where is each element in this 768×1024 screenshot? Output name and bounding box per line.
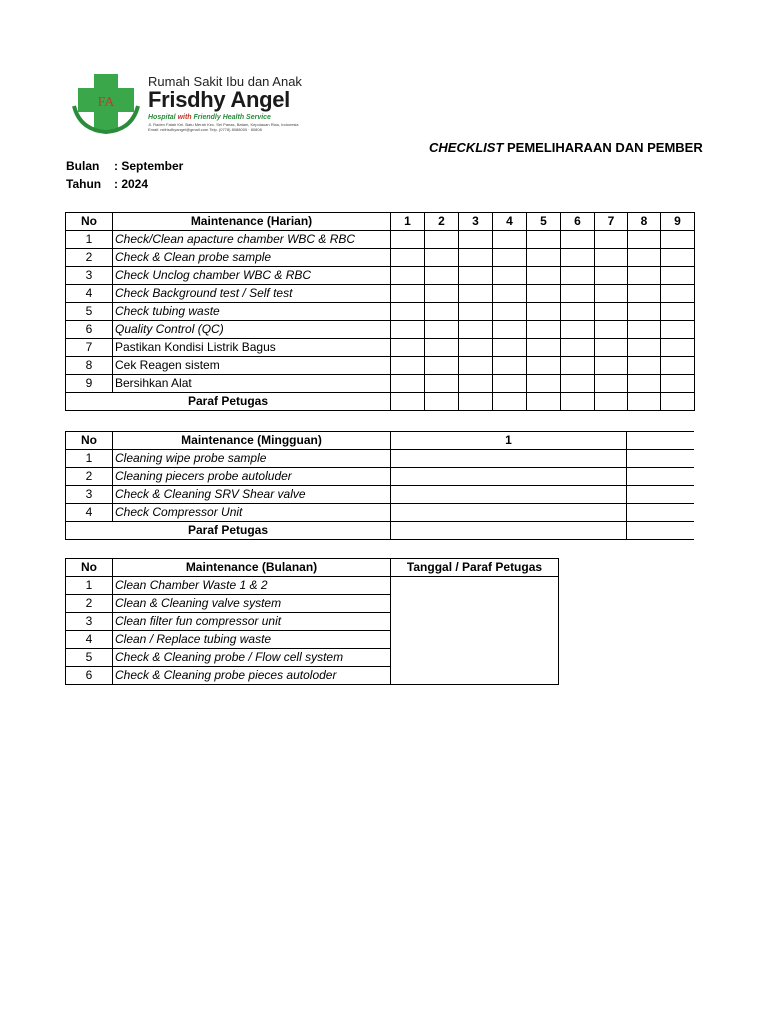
check-cell[interactable]	[493, 249, 527, 267]
row-task: Clean Chamber Waste 1 & 2	[113, 577, 391, 595]
header-item: Maintenance (Harian)	[113, 213, 391, 231]
check-cell[interactable]	[628, 285, 661, 303]
check-cell[interactable]	[493, 285, 527, 303]
check-cell[interactable]	[425, 321, 459, 339]
signature-cell[interactable]	[391, 577, 559, 685]
harian-header-row	[66, 213, 695, 231]
signature-cell[interactable]	[595, 393, 628, 411]
check-cell[interactable]	[459, 303, 493, 321]
logo-tagline	[148, 113, 302, 122]
check-cell[interactable]	[493, 231, 527, 249]
check-cell[interactable]	[459, 231, 493, 249]
check-cell[interactable]	[595, 231, 628, 249]
signature-cell[interactable]	[661, 393, 695, 411]
check-cell[interactable]	[628, 321, 661, 339]
hospital-logo	[70, 72, 320, 134]
row-task: Quality Control (QC)	[113, 321, 391, 339]
table-row	[66, 339, 695, 357]
check-cell[interactable]	[527, 357, 561, 375]
table-row	[66, 321, 695, 339]
check-cell[interactable]	[661, 321, 695, 339]
row-no: 2	[66, 249, 113, 267]
header-no: No	[66, 559, 113, 577]
check-cell[interactable]	[595, 267, 628, 285]
row-task: Check Unclog chamber WBC & RBC	[113, 267, 391, 285]
row-no: 5	[66, 649, 113, 667]
row-no: 3	[66, 613, 113, 631]
row-task: Clean filter fun compressor unit	[113, 613, 391, 631]
table-row	[66, 504, 694, 522]
check-cell[interactable]	[561, 285, 595, 303]
check-cell[interactable]	[391, 285, 425, 303]
signature-cell[interactable]	[459, 393, 493, 411]
row-task: Check Background test / Self test	[113, 285, 391, 303]
check-cell[interactable]	[595, 285, 628, 303]
table-row	[66, 375, 695, 393]
check-cell[interactable]	[661, 357, 695, 375]
table-row	[66, 267, 695, 285]
row-no: 1	[66, 231, 113, 249]
row-task: Check & Cleaning probe / Flow cell system	[113, 649, 391, 667]
row-no: 3	[66, 267, 113, 285]
check-cell[interactable]	[391, 231, 425, 249]
logo-tagline-b: with	[177, 114, 192, 121]
signature-cell[interactable]	[561, 393, 595, 411]
check-cell[interactable]	[661, 285, 695, 303]
check-cell[interactable]	[459, 267, 493, 285]
check-cell[interactable]	[527, 339, 561, 357]
green-cross-logo-icon	[70, 72, 142, 134]
table-row	[66, 231, 695, 249]
check-cell[interactable]	[527, 321, 561, 339]
table-row	[66, 285, 695, 303]
logo-tagline-c: Friendly Health Service	[193, 114, 271, 121]
week-header: 1	[391, 432, 627, 450]
check-cell[interactable]	[561, 375, 595, 393]
check-cell[interactable]	[628, 267, 661, 285]
check-cell[interactable]	[628, 249, 661, 267]
check-cell[interactable]	[493, 321, 527, 339]
day-header: 9	[661, 213, 695, 231]
check-cell[interactable]	[493, 267, 527, 285]
check-cell[interactable]	[628, 303, 661, 321]
check-cell[interactable]	[459, 321, 493, 339]
document-title	[429, 140, 703, 155]
check-cell[interactable]	[595, 249, 628, 267]
harian-table	[65, 212, 695, 411]
row-task: Pastikan Kondisi Listrik Bagus	[113, 339, 391, 357]
check-cell[interactable]	[661, 267, 695, 285]
check-cell[interactable]	[627, 504, 694, 522]
check-cell[interactable]	[527, 249, 561, 267]
row-task: Check & Cleaning probe pieces autoloder	[113, 667, 391, 685]
check-cell[interactable]	[493, 375, 527, 393]
paraf-label: Paraf Petugas	[66, 522, 391, 540]
title-italic: CHECKLIST	[429, 140, 504, 155]
bulan-label: Bulan	[66, 159, 100, 173]
check-cell[interactable]	[425, 267, 459, 285]
row-task: Cleaning wipe probe sample	[113, 450, 391, 468]
check-cell[interactable]	[493, 339, 527, 357]
check-cell[interactable]	[627, 450, 694, 468]
table-row	[66, 303, 695, 321]
mingguan-table	[65, 431, 694, 540]
check-cell[interactable]	[425, 285, 459, 303]
check-cell[interactable]	[527, 303, 561, 321]
row-task: Check tubing waste	[113, 303, 391, 321]
check-cell[interactable]	[459, 249, 493, 267]
check-cell[interactable]	[561, 357, 595, 375]
check-cell[interactable]	[459, 357, 493, 375]
paraf-row	[66, 393, 695, 411]
check-cell[interactable]	[391, 375, 425, 393]
bulan-row	[66, 159, 183, 173]
row-no: 4	[66, 285, 113, 303]
logo-tagline-a: Hospital	[148, 114, 176, 121]
check-cell[interactable]	[391, 339, 425, 357]
signature-cell[interactable]	[425, 393, 459, 411]
row-task: Check & Cleaning SRV Shear valve	[113, 486, 391, 504]
row-no: 4	[66, 631, 113, 649]
check-cell[interactable]	[493, 303, 527, 321]
row-task: Check & Clean probe sample	[113, 249, 391, 267]
check-cell[interactable]	[661, 375, 695, 393]
header-sign: Tanggal / Paraf Petugas	[391, 559, 559, 577]
check-cell[interactable]	[628, 231, 661, 249]
day-header: 3	[459, 213, 493, 231]
check-cell[interactable]	[425, 303, 459, 321]
check-cell[interactable]	[527, 231, 561, 249]
check-cell[interactable]	[527, 285, 561, 303]
check-cell[interactable]	[561, 249, 595, 267]
table-row	[66, 450, 694, 468]
check-cell[interactable]	[425, 339, 459, 357]
row-no: 9	[66, 375, 113, 393]
header-no: No	[66, 213, 113, 231]
check-cell[interactable]	[595, 321, 628, 339]
row-no: 4	[66, 504, 113, 522]
tahun-value: : 2024	[114, 177, 149, 191]
check-cell[interactable]	[661, 231, 695, 249]
paraf-row	[66, 522, 694, 540]
table-row	[66, 577, 559, 595]
row-task: Bersihkan Alat	[113, 375, 391, 393]
row-task: Cek Reagen sistem	[113, 357, 391, 375]
day-header: 1	[391, 213, 425, 231]
check-cell[interactable]	[561, 267, 595, 285]
table-row	[66, 468, 694, 486]
header-item: Maintenance (Bulanan)	[113, 559, 391, 577]
table-row	[66, 249, 695, 267]
check-cell[interactable]	[425, 357, 459, 375]
check-cell[interactable]	[493, 357, 527, 375]
row-no: 6	[66, 667, 113, 685]
logo-text-block	[148, 74, 302, 132]
check-cell[interactable]	[391, 321, 425, 339]
check-cell[interactable]	[627, 468, 694, 486]
check-cell[interactable]	[391, 504, 627, 522]
week-header-empty	[627, 432, 694, 450]
check-cell[interactable]	[391, 468, 627, 486]
check-cell[interactable]	[459, 339, 493, 357]
row-no: 8	[66, 357, 113, 375]
logo-contact: Email: rsifrisdhyangel@gmail.com Telp. (0778) 8088000 · 80808	[148, 127, 262, 132]
signature-cell[interactable]	[493, 393, 527, 411]
row-no: 2	[66, 595, 113, 613]
header-no: No	[66, 432, 113, 450]
mingguan-header-row	[66, 432, 694, 450]
check-cell[interactable]	[661, 249, 695, 267]
day-header: 5	[527, 213, 561, 231]
row-task: Clean & Cleaning valve system	[113, 595, 391, 613]
check-cell[interactable]	[595, 357, 628, 375]
row-task: Check/Clean apacture chamber WBC & RBC	[113, 231, 391, 249]
logo-address: Jl. Raden Fatah Kel. Batu Merah Kec. Sei Panas, Batam, Kepulauan Riau, Indonesia	[148, 122, 299, 127]
check-cell[interactable]	[628, 339, 661, 357]
check-cell[interactable]	[425, 231, 459, 249]
row-no: 7	[66, 339, 113, 357]
check-cell[interactable]	[595, 303, 628, 321]
check-cell[interactable]	[628, 375, 661, 393]
day-header: 2	[425, 213, 459, 231]
check-cell[interactable]	[391, 303, 425, 321]
signature-cell[interactable]	[628, 393, 661, 411]
check-cell[interactable]	[627, 486, 694, 504]
day-header: 4	[493, 213, 527, 231]
check-cell[interactable]	[561, 339, 595, 357]
check-cell[interactable]	[391, 450, 627, 468]
check-cell[interactable]	[561, 231, 595, 249]
check-cell[interactable]	[561, 303, 595, 321]
bulan-value: : September	[114, 159, 184, 173]
check-cell[interactable]	[459, 285, 493, 303]
logo-subtitle: Rumah Sakit Ibu dan Anak	[148, 74, 302, 89]
check-cell[interactable]	[391, 357, 425, 375]
day-header: 6	[561, 213, 595, 231]
signature-cell[interactable]	[391, 522, 627, 540]
row-no: 1	[66, 450, 113, 468]
signature-cell[interactable]	[391, 393, 425, 411]
row-no: 5	[66, 303, 113, 321]
logo-name: Frisdhy Angel	[148, 87, 290, 112]
table-row	[66, 357, 695, 375]
check-cell[interactable]	[459, 375, 493, 393]
check-cell[interactable]	[391, 249, 425, 267]
row-no: 2	[66, 468, 113, 486]
signature-cell[interactable]	[527, 393, 561, 411]
check-cell[interactable]	[561, 321, 595, 339]
tahun-row	[66, 177, 148, 191]
check-cell[interactable]	[425, 375, 459, 393]
row-no: 6	[66, 321, 113, 339]
row-task: Cleaning piecers probe autoluder	[113, 468, 391, 486]
tahun-label: Tahun	[66, 177, 102, 191]
day-header: 8	[628, 213, 661, 231]
check-cell[interactable]	[527, 375, 561, 393]
check-cell[interactable]	[661, 303, 695, 321]
check-cell[interactable]	[595, 339, 628, 357]
row-no: 1	[66, 577, 113, 595]
row-no: 3	[66, 486, 113, 504]
header-item: Maintenance (Mingguan)	[113, 432, 391, 450]
check-cell[interactable]	[391, 267, 425, 285]
check-cell[interactable]	[527, 267, 561, 285]
row-task: Check Compressor Unit	[113, 504, 391, 522]
logo-initials: FA	[97, 95, 115, 110]
check-cell[interactable]	[661, 339, 695, 357]
bulanan-table	[65, 558, 559, 685]
check-cell[interactable]	[628, 357, 661, 375]
day-header: 7	[595, 213, 628, 231]
title-rest: PEMELIHARAAN DAN PEMBER	[503, 140, 703, 155]
check-cell[interactable]	[391, 486, 627, 504]
check-cell[interactable]	[595, 375, 628, 393]
check-cell[interactable]	[425, 249, 459, 267]
table-row	[66, 486, 694, 504]
row-task: Clean / Replace tubing waste	[113, 631, 391, 649]
signature-cell[interactable]	[627, 522, 694, 540]
paraf-label: Paraf Petugas	[66, 393, 391, 411]
bulanan-header-row	[66, 559, 559, 577]
